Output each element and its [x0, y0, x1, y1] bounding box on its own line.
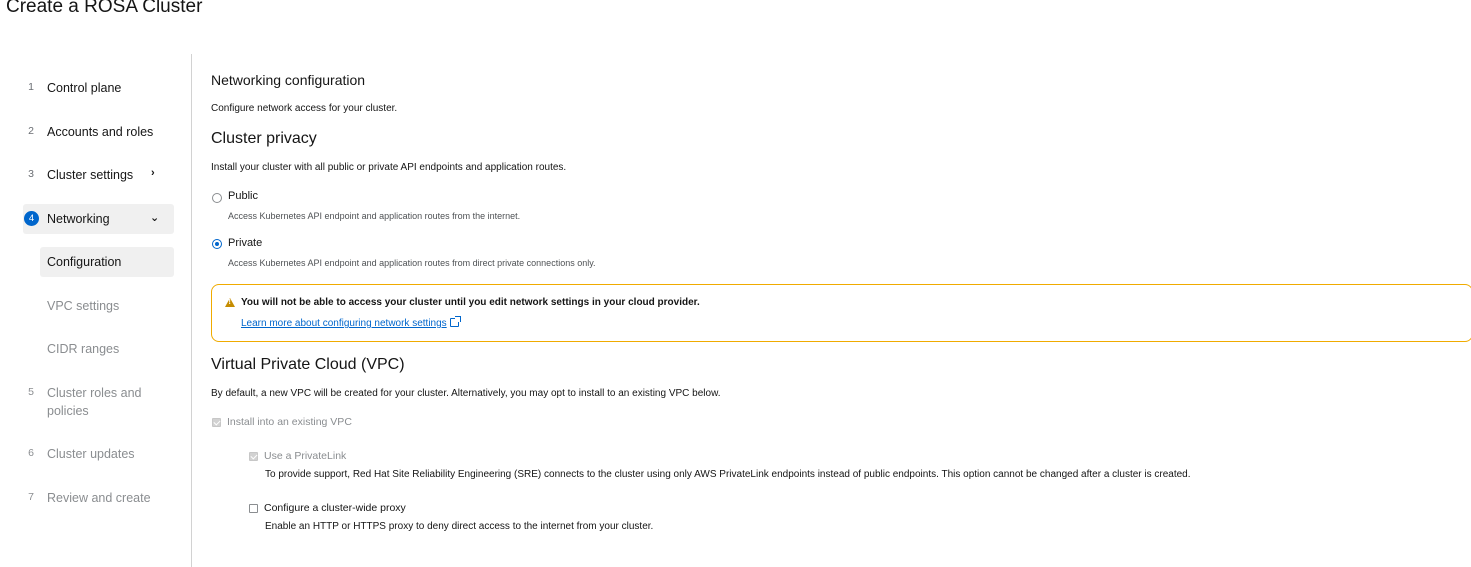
substep-configuration[interactable]: Configuration — [47, 255, 122, 269]
page-title: Create a ROSA Cluster — [6, 0, 203, 17]
step-number: 5 — [28, 386, 34, 398]
step-number: 1 — [28, 81, 34, 93]
step-label: Review and create — [47, 491, 151, 505]
wizard-step-cluster-roles[interactable] — [24, 384, 154, 420]
warning-alert-title: You will not be able to access your cluster until you edit network settings in your cloud provider. — [241, 297, 700, 308]
wizard-step-control-plane[interactable] — [24, 79, 121, 97]
public-radio-description: Access Kubernetes API endpoint and application routes from the internet. — [228, 211, 521, 221]
step-label: Accounts and roles — [47, 125, 154, 139]
wizard-step-review-and-create[interactable] — [24, 489, 151, 507]
private-radio-label[interactable]: Private — [228, 237, 263, 249]
step-label: Networking — [47, 212, 110, 226]
section-title: Networking configuration — [211, 72, 366, 88]
wizard-step-networking-label[interactable] — [24, 210, 110, 228]
cluster-wide-proxy-checkbox[interactable] — [249, 504, 258, 513]
cluster-wide-proxy-description: Enable an HTTP or HTTPS proxy to deny direct access to the internet from your cluster. — [265, 521, 654, 532]
cluster-privacy-heading: Cluster privacy — [211, 130, 317, 147]
network-settings-link[interactable] — [241, 317, 459, 329]
cluster-privacy-description: Install your cluster with all public or private API endpoints and application routes. — [211, 162, 567, 173]
vpc-heading: Virtual Private Cloud (VPC) — [211, 356, 405, 373]
warning-triangle-icon — [225, 298, 235, 307]
step-number: 7 — [28, 491, 34, 503]
step-number: 6 — [28, 447, 34, 459]
step-label: Control plane — [47, 81, 122, 95]
step-number-current: 4 — [24, 211, 39, 226]
wizard-step-cluster-updates[interactable] — [24, 445, 135, 463]
chevron-right-icon[interactable]: › — [151, 167, 155, 179]
vpc-description: By default, a new VPC will be created for your cluster. Alternatively, you may opt to install to an existing VPC below. — [211, 388, 721, 399]
chevron-down-icon[interactable]: ⌄ — [150, 212, 160, 224]
privatelink-description: To provide support, Red Hat Site Reliability Engineering (SRE) connects to the cluster using only AWS PrivateLink endpoints instead of public endpoints. This option cannot be changed after a cluster is created. — [265, 469, 1191, 480]
private-radio[interactable] — [212, 239, 222, 249]
privatelink-label[interactable]: Use a PrivateLink — [264, 450, 347, 462]
section-description: Configure network access for your cluster. — [211, 103, 398, 114]
step-number: 2 — [28, 125, 34, 137]
warning-alert — [211, 284, 1471, 342]
privatelink-checkbox[interactable] — [249, 452, 258, 461]
wizard-step-accounts-and-roles[interactable] — [24, 123, 153, 141]
install-existing-vpc-label[interactable]: Install into an existing VPC — [227, 416, 352, 428]
wizard-step-cluster-settings[interactable] — [24, 166, 133, 184]
substep-cidr-ranges[interactable]: CIDR ranges — [47, 342, 120, 356]
step-label: Cluster updates — [47, 447, 135, 461]
step-number: 3 — [28, 168, 34, 180]
step-label: Cluster roles and policies — [47, 386, 142, 418]
public-radio[interactable] — [212, 193, 222, 203]
step-label: Cluster settings — [47, 168, 134, 182]
cluster-wide-proxy-label[interactable]: Configure a cluster-wide proxy — [264, 502, 406, 514]
public-radio-label[interactable]: Public — [228, 190, 258, 202]
network-settings-link-text[interactable]: Learn more about configuring network settings — [241, 318, 447, 329]
install-existing-vpc-checkbox[interactable] — [212, 418, 221, 427]
private-radio-description: Access Kubernetes API endpoint and application routes from direct private connections only. — [228, 258, 596, 268]
wizard-nav — [0, 54, 192, 567]
substep-vpc-settings[interactable]: VPC settings — [47, 299, 120, 313]
external-link-icon[interactable] — [450, 318, 459, 327]
